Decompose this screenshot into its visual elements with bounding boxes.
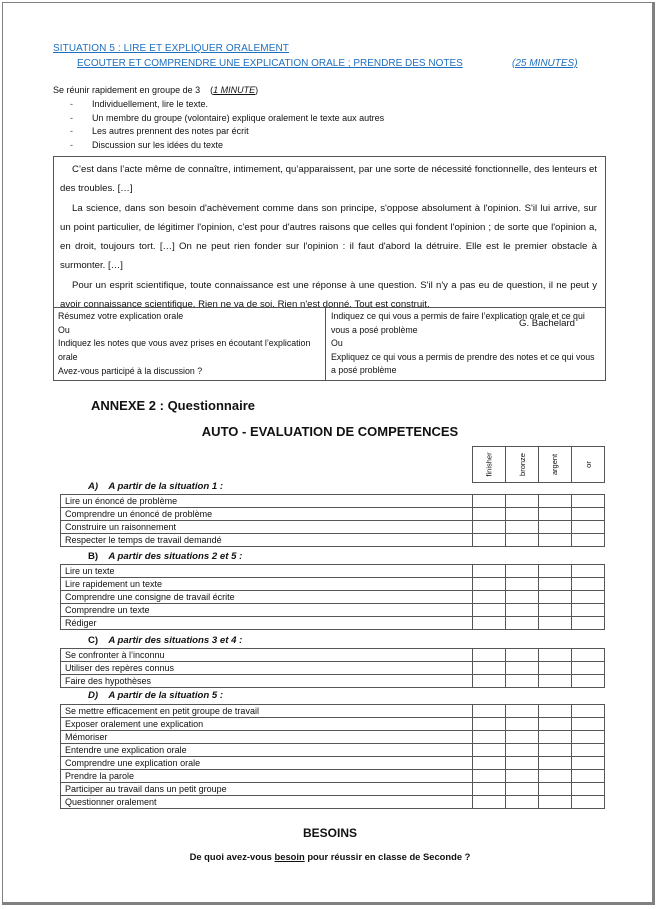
level-checkbox-finisher[interactable] — [473, 578, 506, 591]
table-row — [61, 617, 605, 630]
questions-left — [54, 308, 326, 380]
situation-title: SITUATION 5 : LIRE ET EXPLIQUER ORALEMENT — [53, 43, 290, 54]
skill-name: Respecter le temps de travail demandé — [61, 534, 473, 547]
level-checkbox-bronze[interactable] — [506, 744, 539, 757]
table-row — [61, 604, 605, 617]
levels-header — [472, 446, 605, 483]
besoins-question-pre: De quoi avez-vous — [189, 851, 275, 862]
level-checkbox-argent[interactable] — [539, 604, 572, 617]
section-heading: A partir de la situation 5 : — [108, 690, 224, 701]
skills-table-a — [60, 494, 605, 547]
level-checkbox-argent[interactable] — [539, 718, 572, 731]
level-checkbox-or[interactable] — [572, 705, 605, 718]
table-row — [61, 783, 605, 796]
level-checkbox-finisher[interactable] — [473, 521, 506, 534]
table-row — [61, 495, 605, 508]
besoins-title: BESOINS — [302, 826, 357, 840]
section-heading: A partir des situations 3 et 4 : — [108, 635, 243, 646]
skill-name: Mémoriser — [61, 731, 473, 744]
skill-name: Construire un raisonnement — [61, 521, 473, 534]
level-checkbox-or[interactable] — [572, 662, 605, 675]
level-checkbox-finisher[interactable] — [473, 757, 506, 770]
level-checkbox-bronze[interactable] — [506, 757, 539, 770]
annexe-subtitle: AUTO - EVALUATION DE COMPETENCES — [201, 424, 459, 439]
level-label: argent — [550, 453, 560, 476]
table-row — [61, 731, 605, 744]
section-title-b — [88, 551, 242, 562]
level-checkbox-finisher[interactable] — [473, 718, 506, 731]
skill-name: Comprendre un texte — [61, 604, 473, 617]
level-checkbox-or[interactable] — [572, 495, 605, 508]
skills-table-d — [60, 704, 605, 809]
level-checkbox-argent[interactable] — [539, 534, 572, 547]
annexe-title: ANNEXE 2 : Questionnaire — [91, 398, 255, 413]
level-checkbox-or[interactable] — [572, 718, 605, 731]
section-title-d — [88, 690, 223, 701]
level-checkbox-bronze[interactable] — [506, 649, 539, 662]
level-checkbox-or[interactable] — [572, 770, 605, 783]
level-checkbox-finisher[interactable] — [473, 705, 506, 718]
question-line: Résumez votre explication orale — [58, 311, 184, 321]
level-checkbox-bronze[interactable] — [506, 534, 539, 547]
questions-box — [53, 308, 606, 381]
level-checkbox-argent[interactable] — [539, 783, 572, 796]
level-checkbox-bronze[interactable] — [506, 662, 539, 675]
skill-name: Faire des hypothèses — [61, 675, 473, 688]
level-checkbox-or[interactable] — [572, 521, 605, 534]
instruction-item: - Discussion sur les idées du texte — [70, 139, 384, 153]
level-checkbox-argent[interactable] — [539, 578, 572, 591]
level-checkbox-finisher[interactable] — [473, 744, 506, 757]
instructions-intro — [53, 85, 258, 95]
level-label: finisher — [484, 452, 494, 477]
skill-name: Comprendre un énoncé de problème — [61, 508, 473, 521]
situation-subtitle: ECOUTER ET COMPRENDRE UNE EXPLICATION ORALE ; PRENDRE DES NOTES — [77, 58, 463, 69]
skill-name: Prendre la parole — [61, 770, 473, 783]
skill-name: Rédiger — [61, 617, 473, 630]
level-checkbox-argent[interactable] — [539, 770, 572, 783]
table-row — [61, 591, 605, 604]
level-checkbox-or[interactable] — [572, 534, 605, 547]
level-checkbox-bronze[interactable] — [506, 578, 539, 591]
question-line: Avez-vous participé à la discussion ? — [58, 366, 203, 376]
section-letter: C) — [88, 635, 99, 646]
level-checkbox-or[interactable] — [572, 757, 605, 770]
table-row — [61, 675, 605, 688]
level-checkbox-finisher[interactable] — [473, 508, 506, 521]
level-checkbox-finisher[interactable] — [473, 565, 506, 578]
table-row — [61, 757, 605, 770]
level-checkbox-bronze[interactable] — [506, 731, 539, 744]
level-checkbox-argent[interactable] — [539, 495, 572, 508]
level-header-cell — [572, 447, 605, 482]
skill-name: Lire un texte — [61, 565, 473, 578]
intro-paren-open: ( — [210, 85, 214, 95]
quote-paragraph: La science, dans son besoin d'achèvement comme dans son principe, s'oppose absolument à l'opinion. S'il lui arrive, sur un point particulier, de légitimer l'opinion, c'est pour d'autres raisons que celles qui fondent l'opinion ; de sorte que l'opinion a, en droit, toujours tort. […] On ne peut rien fonder sur l'opinion : il faut d'abord la détruire. Elle est le premier obstacle à surmonter. […] — [60, 202, 597, 272]
level-checkbox-bronze[interactable] — [506, 783, 539, 796]
table-row — [61, 578, 605, 591]
section-heading: A partir de la situation 1 : — [108, 481, 224, 492]
level-checkbox-argent[interactable] — [539, 731, 572, 744]
skill-name: Entendre une explication orale — [61, 744, 473, 757]
level-checkbox-or[interactable] — [572, 578, 605, 591]
level-checkbox-argent[interactable] — [539, 675, 572, 688]
table-row — [61, 744, 605, 757]
level-checkbox-bronze[interactable] — [506, 617, 539, 630]
level-label: bronze — [517, 453, 527, 476]
level-checkbox-argent[interactable] — [539, 662, 572, 675]
quote-author: G. Bachelard — [519, 318, 575, 330]
level-checkbox-argent[interactable] — [539, 796, 572, 809]
level-checkbox-or[interactable] — [572, 649, 605, 662]
instruction-item: - Individuellement, lire le texte. — [70, 98, 384, 112]
level-checkbox-bronze[interactable] — [506, 521, 539, 534]
level-checkbox-argent[interactable] — [539, 757, 572, 770]
table-row — [61, 770, 605, 783]
level-checkbox-bronze[interactable] — [506, 604, 539, 617]
level-checkbox-or[interactable] — [572, 591, 605, 604]
skill-name: Comprendre une consigne de travail écrite — [61, 591, 473, 604]
section-title-c — [88, 635, 242, 646]
level-checkbox-bronze[interactable] — [506, 565, 539, 578]
question-line: Ou — [58, 324, 70, 335]
table-row — [61, 508, 605, 521]
level-checkbox-finisher[interactable] — [473, 783, 506, 796]
section-letter: D) — [88, 690, 99, 701]
questions-right — [326, 308, 605, 380]
besoins-question-keyword: besoin — [274, 851, 305, 862]
question-line: Indiquez ce qui vous a permis de faire l’explication orale et ce qui vous a posé problème — [331, 311, 585, 335]
quote-paragraph: C’est dans l’acte même de connaître, intimement, qu’apparaissent, par une sorte de nécessité fonctionnelle, des lenteurs et des troubles. […] — [60, 164, 597, 195]
level-checkbox-argent[interactable] — [539, 565, 572, 578]
skill-name: Exposer oralement une explication — [61, 718, 473, 731]
level-checkbox-bronze[interactable] — [506, 675, 539, 688]
section-title-a — [88, 481, 223, 492]
level-checkbox-bronze[interactable] — [506, 770, 539, 783]
level-checkbox-finisher[interactable] — [473, 675, 506, 688]
skill-name: Lire rapidement un texte — [61, 578, 473, 591]
skills-table-b — [60, 564, 605, 630]
level-checkbox-or[interactable] — [572, 565, 605, 578]
level-checkbox-or[interactable] — [572, 604, 605, 617]
skill-name: Comprendre une explication orale — [61, 757, 473, 770]
level-checkbox-finisher[interactable] — [473, 534, 506, 547]
level-header-cell — [506, 447, 539, 482]
level-checkbox-finisher[interactable] — [473, 770, 506, 783]
level-checkbox-finisher[interactable] — [473, 591, 506, 604]
level-checkbox-or[interactable] — [572, 796, 605, 809]
skill-name: Lire un énoncé de problème — [61, 495, 473, 508]
level-checkbox-finisher[interactable] — [473, 495, 506, 508]
level-checkbox-argent[interactable] — [539, 521, 572, 534]
table-row — [61, 565, 605, 578]
level-checkbox-or[interactable] — [572, 675, 605, 688]
skill-name: Participer au travail dans un petit groupe — [61, 783, 473, 796]
question-line: Indiquez les notes que vous avez prises en écoutant l’explication orale — [58, 338, 311, 362]
besoins-question — [0, 851, 660, 862]
instruction-item: - Les autres prennent des notes par écrit — [70, 125, 384, 139]
level-header-cell — [473, 447, 506, 482]
table-row — [61, 718, 605, 731]
level-checkbox-bronze[interactable] — [506, 495, 539, 508]
level-label: or — [583, 461, 593, 468]
section-letter: B) — [88, 551, 99, 562]
intro-duration: 1 MINUTE — [213, 85, 256, 95]
situation-duration: (25 MINUTES) — [512, 58, 578, 69]
level-checkbox-argent[interactable] — [539, 617, 572, 630]
level-checkbox-or[interactable] — [572, 617, 605, 630]
question-line: Expliquez ce qui vous a permis de prendre des notes et ce qui vous a posé problème — [331, 351, 595, 375]
table-row — [61, 662, 605, 675]
level-checkbox-finisher[interactable] — [473, 796, 506, 809]
level-checkbox-finisher[interactable] — [473, 731, 506, 744]
level-checkbox-bronze[interactable] — [506, 508, 539, 521]
table-row — [61, 796, 605, 809]
skill-name: Utiliser des repères connus — [61, 662, 473, 675]
level-checkbox-bronze[interactable] — [506, 718, 539, 731]
level-checkbox-finisher[interactable] — [473, 617, 506, 630]
table-row — [61, 649, 605, 662]
level-header-cell — [539, 447, 572, 482]
intro-paren-close: ) — [255, 85, 259, 95]
level-checkbox-bronze[interactable] — [506, 796, 539, 809]
instructions-list — [70, 98, 384, 152]
level-checkbox-finisher[interactable] — [473, 604, 506, 617]
level-checkbox-or[interactable] — [572, 783, 605, 796]
section-heading: A partir des situations 2 et 5 : — [108, 551, 243, 562]
level-checkbox-argent[interactable] — [539, 649, 572, 662]
table-row — [61, 534, 605, 547]
skill-name: Se mettre efficacement en petit groupe de travail — [61, 705, 473, 718]
intro-text: Se réunir rapidement en groupe de 3 — [53, 85, 201, 95]
level-checkbox-bronze[interactable] — [506, 705, 539, 718]
skill-name: Questionner oralement — [61, 796, 473, 809]
besoins-question-post: pour réussir en classe de Seconde ? — [304, 851, 471, 862]
skill-name: Se confronter à l’inconnu — [61, 649, 473, 662]
level-checkbox-finisher[interactable] — [473, 662, 506, 675]
section-letter: A) — [88, 481, 99, 492]
level-checkbox-or[interactable] — [572, 731, 605, 744]
level-checkbox-argent[interactable] — [539, 705, 572, 718]
question-line: Ou — [331, 338, 343, 348]
level-checkbox-argent[interactable] — [539, 508, 572, 521]
level-checkbox-bronze[interactable] — [506, 591, 539, 604]
level-checkbox-argent[interactable] — [539, 744, 572, 757]
table-row — [61, 705, 605, 718]
instruction-item: - Un membre du groupe (volontaire) explique oralement le texte aux autres — [70, 112, 384, 126]
table-row — [61, 521, 605, 534]
level-checkbox-argent[interactable] — [539, 591, 572, 604]
skills-table-c — [60, 648, 605, 688]
level-checkbox-or[interactable] — [572, 744, 605, 757]
quote-paragraph: Pour un esprit scientifique, toute connaissance est une réponse à une question. S'il n'y a pas eu de question, il ne peut y avoir connaissance scientifique. Rien ne va de soi. Rien n'est donné. Tout est construit. — [60, 279, 597, 311]
level-checkbox-or[interactable] — [572, 508, 605, 521]
level-checkbox-finisher[interactable] — [473, 649, 506, 662]
